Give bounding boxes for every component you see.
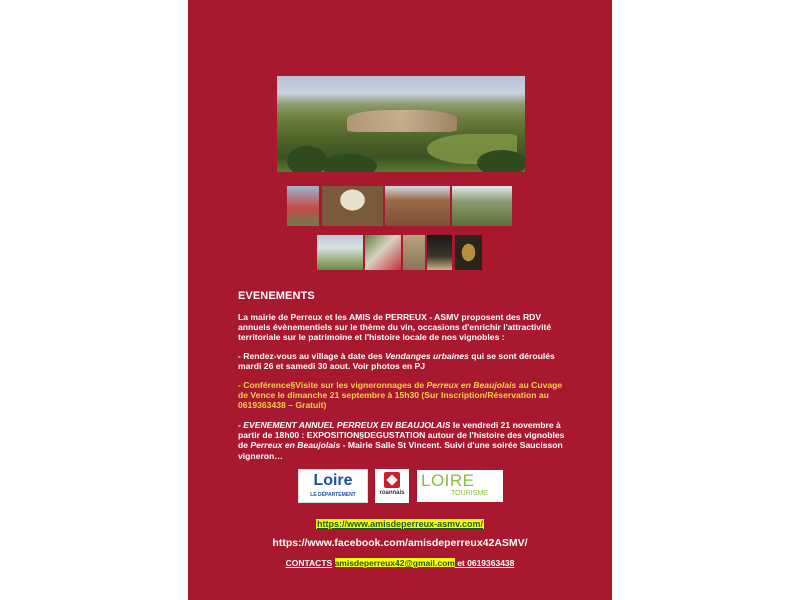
events-intro: La mairie de Perreux et les AMIS de PERREUX - ASMV proposent des RDV annuels évènementiels sur le thème du vin, occasions d'enrichir l'attractivité territoriale sur le patrimoine et l'histoire locale de nos vignobles : xyxy=(238,312,552,343)
event-item-annual: - EVENEMENT ANNUEL PERREUX EN BEAUJOLAIS le vendredi 21 novembre à partir de 18h00 : EXPOSITION§DEGUSTATION autour de l'histoire des vignobles de Perreux en Beaujolais - Mairie Salle St Vincent. Suivi d'une soirée Saucisson vigneron… xyxy=(238,420,565,461)
website-link-row xyxy=(188,514,612,532)
photo-thumbnail xyxy=(385,186,450,226)
loire-tourisme-logo: LOIRE TOURISME xyxy=(417,470,503,502)
roannais-mark-icon xyxy=(384,472,400,488)
photo-thumbnail xyxy=(455,235,482,270)
partner-logos xyxy=(188,469,612,505)
photo-thumbnail xyxy=(365,235,401,270)
events-heading: EVENEMENTS xyxy=(238,290,315,302)
photo-thumbnail xyxy=(317,235,363,270)
event-item-vendanges: - Rendez-vous au village à date des Vendanges urbaines qui se sont déroulés mardi 26 et samedi 30 aout. Voir photos en PJ xyxy=(238,351,555,372)
photo-thumbnail xyxy=(452,186,512,226)
loire-departement-logo: Loire LE DÉPARTEMENT xyxy=(298,469,368,503)
village-panorama-photo xyxy=(277,76,525,172)
photo-thumbnail xyxy=(322,186,383,226)
photo-thumbnail xyxy=(427,235,452,270)
photo-thumbnail xyxy=(403,235,425,270)
email-link[interactable]: amisdeperreux42@gmail.com xyxy=(334,558,455,568)
roannais-logo: roannais xyxy=(375,469,409,503)
flyer-page xyxy=(188,0,612,600)
event-item-conference: - Conférence§Visite sur les vigneronnages de Perreux en Beaujolais au Cuvage de Vence le dimanche 21 septembre à 15h30 (Sur Inscription/Réservation au 0619363438 – Gratuit) xyxy=(238,380,563,411)
website-link[interactable]: https://www.amisdeperreux-asmv.com/ xyxy=(316,519,484,529)
facebook-link[interactable]: https://www.facebook.com/amisdeperreux42ASMV/ xyxy=(272,537,528,549)
phone-number: et 0619363438 xyxy=(454,558,515,568)
contacts-label: CONTACTS xyxy=(285,558,333,568)
contacts-line xyxy=(188,558,612,568)
photo-thumbnail xyxy=(287,186,319,226)
